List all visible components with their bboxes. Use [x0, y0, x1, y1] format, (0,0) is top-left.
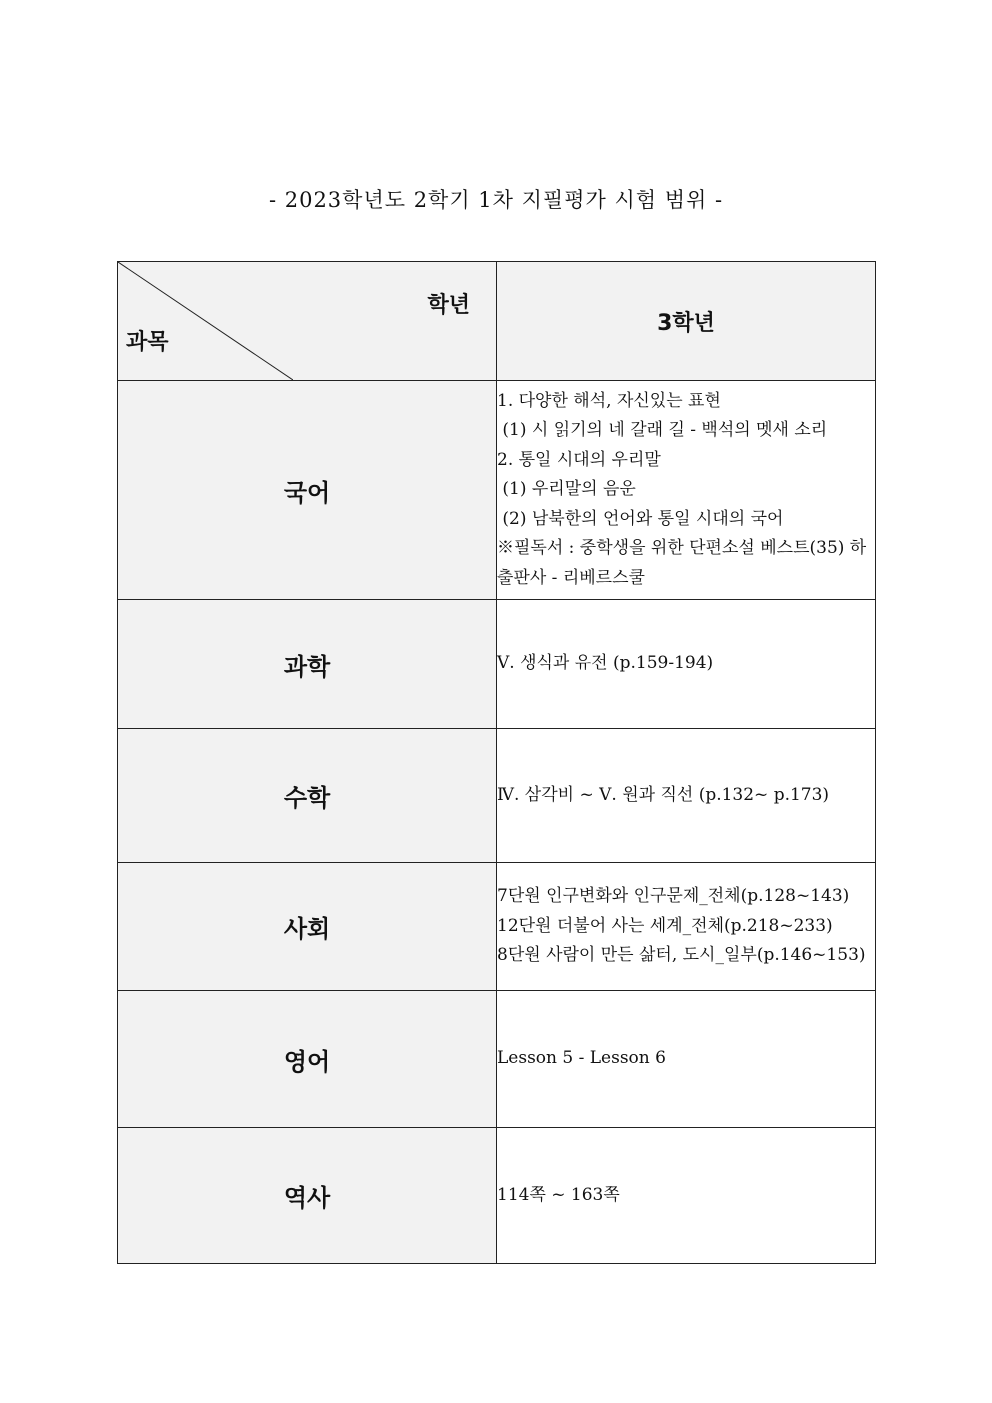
table-row [118, 991, 876, 1128]
diagonal-divider [118, 262, 293, 380]
exam-range-table [117, 261, 876, 1264]
range-line: Ⅴ. 생식과 유전 (p.159-194) [497, 653, 714, 674]
page-title: - 2023학년도 2학기 1차 지필평가 시험 범위 - [268, 188, 724, 212]
subject-cell-english: 영어 [118, 991, 497, 1128]
table-row [118, 381, 876, 600]
range-line: Ⅳ. 삼각비 ~ Ⅴ. 원과 직선 (p.132~ p.173) [497, 784, 830, 805]
corner-header-cell [118, 262, 497, 381]
table-row [118, 600, 876, 729]
table-row [118, 729, 876, 863]
range-cell-social [497, 863, 876, 991]
grade-header: 3학년 [497, 262, 876, 381]
range-line: 2. 통일 시대의 우리말 [497, 449, 661, 470]
range-line: (2) 남북한의 언어와 통일 시대의 국어 [497, 508, 784, 529]
table-row [118, 1128, 876, 1264]
range-cell-science [497, 600, 876, 729]
table-row [118, 863, 876, 991]
range-line: 1. 다양한 해석, 자신있는 표현 [497, 391, 721, 412]
subject-cell-social: 사회 [118, 863, 497, 991]
subject-cell-science: 과학 [118, 600, 497, 729]
range-line: 8단원 사람이 만든 삶터, 도시_일부(p.146~153) [497, 945, 866, 966]
range-line: (1) 시 읽기의 네 갈래 길 - 백석의 멧새 소리 [497, 420, 828, 441]
corner-subject-label: 과목 [126, 330, 169, 355]
range-line: 출판사 - 리베르스쿨 [497, 567, 645, 588]
subject-cell-math: 수학 [118, 729, 497, 863]
range-line: 7단원 인구변화와 인구문제_전체(p.128~143) [497, 886, 850, 907]
range-cell-math [497, 729, 876, 863]
subject-cell-history: 역사 [118, 1128, 497, 1264]
corner-grade-label: 학년 [427, 293, 470, 318]
range-cell-korean [497, 381, 876, 600]
range-cell-history [497, 1128, 876, 1264]
range-line: 12단원 더불어 사는 세계_전체(p.218~233) [497, 915, 833, 936]
range-line: 114쪽 ~ 163쪽 [497, 1184, 620, 1205]
range-cell-english [497, 991, 876, 1128]
subject-cell-korean: 국어 [118, 381, 497, 600]
table-header-row [118, 262, 876, 381]
range-line: Lesson 5 - Lesson 6 [497, 1048, 666, 1069]
range-line: ※필독서 : 중학생을 위한 단편소설 베스트(35) 하 [497, 538, 867, 559]
range-line: (1) 우리말의 음운 [497, 479, 636, 500]
